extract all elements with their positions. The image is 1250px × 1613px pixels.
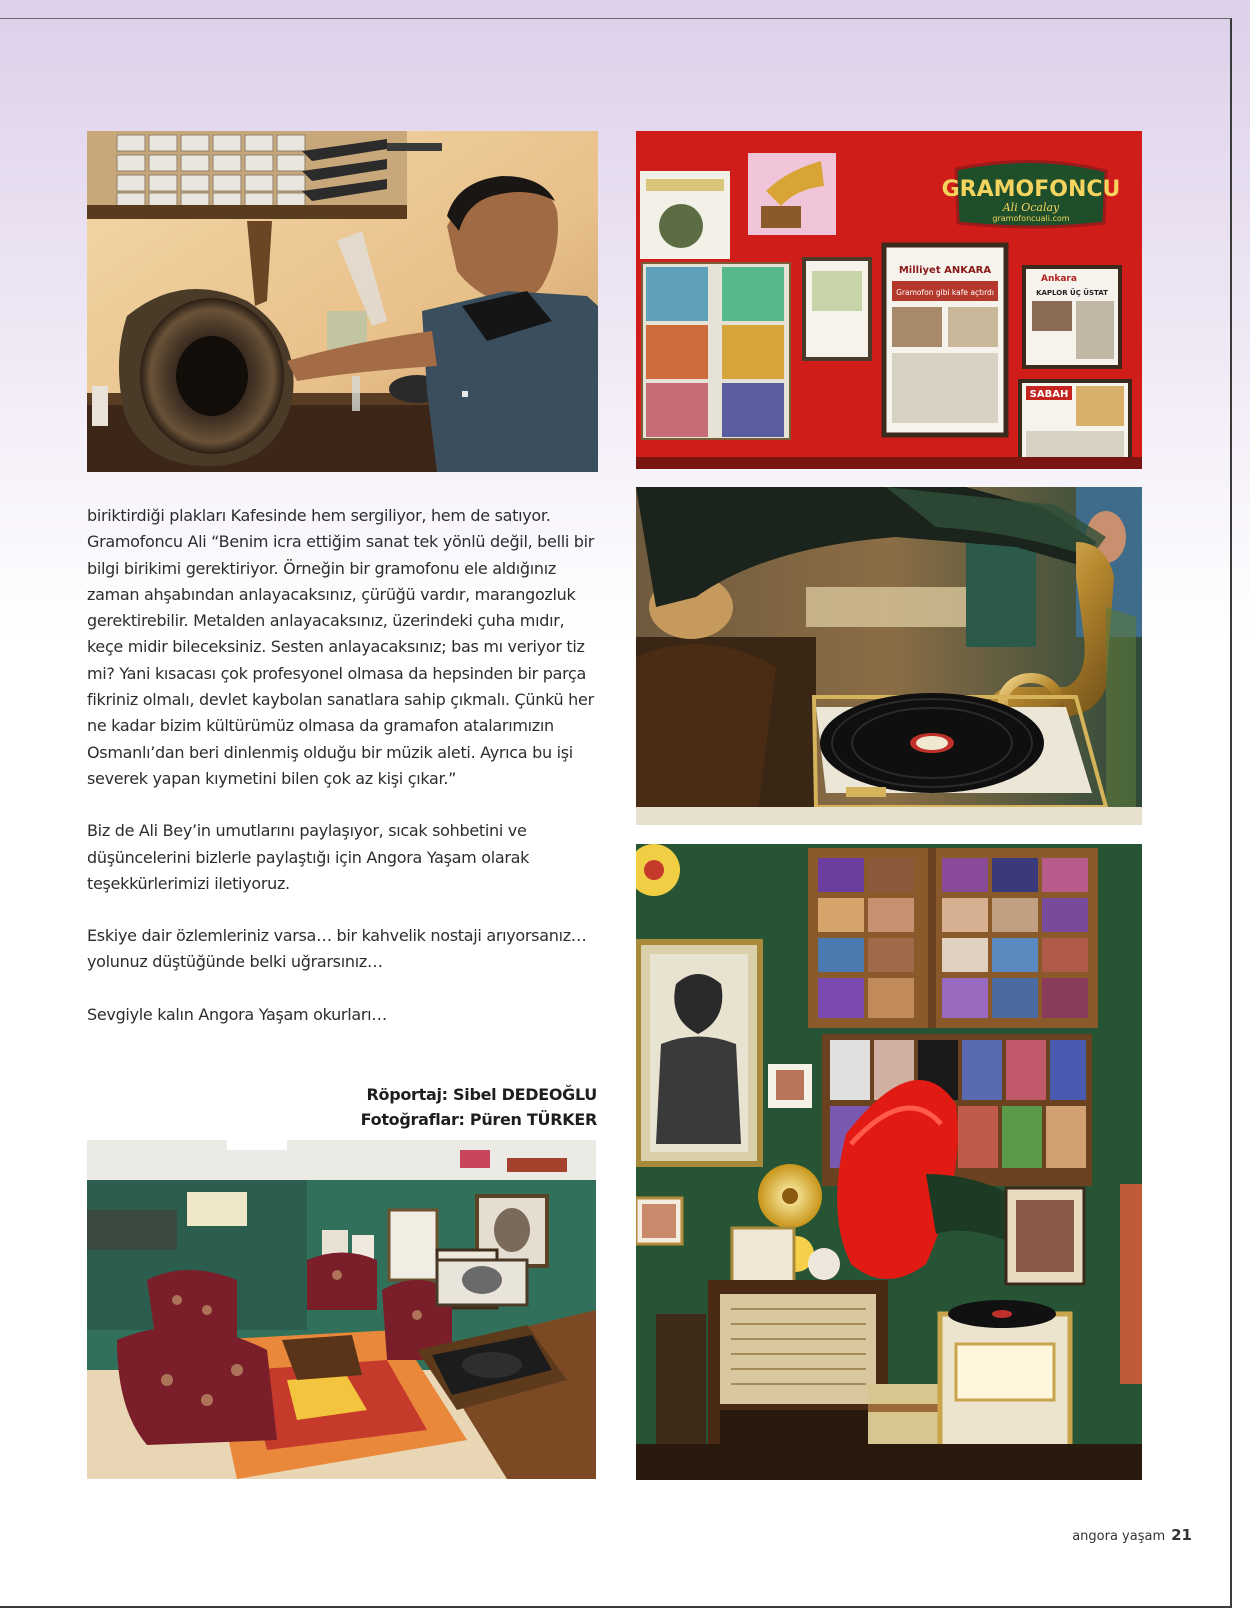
- page-footer: [1000, 1526, 1192, 1544]
- page-number: 21: [1171, 1526, 1192, 1544]
- article-credits: [300, 1082, 597, 1132]
- photo-cafe-lounge: [87, 1140, 596, 1479]
- svg-text:Gramofon gibi kafe açtırdı: Gramofon gibi kafe açtırdı: [896, 288, 994, 297]
- sabah-clipping: [1020, 381, 1130, 465]
- svg-text:Ali Ocalay: Ali Ocalay: [1002, 201, 1060, 214]
- photo-record-wall-red-gramophone: [636, 844, 1142, 1480]
- article-paragraph: Sevgiyle kalın Angora Yaşam okurları…: [87, 1004, 387, 1024]
- red-wall-image: [636, 131, 1142, 469]
- craftsman-image: [87, 131, 598, 472]
- photo-red-wall-clippings: [636, 131, 1142, 469]
- photo-credit: Fotoğraflar: Püren TÜRKER: [360, 1110, 597, 1129]
- photo-craftsman-repair: [87, 131, 598, 472]
- svg-text:Ankara: Ankara: [1041, 274, 1077, 284]
- article-body: [87, 503, 597, 1054]
- magazine-name: angora yaşam: [1072, 1529, 1166, 1544]
- article-paragraph: Biz de Ali Bey’in umutlarını paylaşıyor, sıcak sohbetini ve düşüncelerini bizlerle paylaştığı için Angora Yaşam olarak teşekkürlerimizi iletiyoruz.: [87, 821, 530, 893]
- gramofoncu-wall-sign: [942, 161, 1121, 227]
- svg-text:KAPLOR ÜÇ ÜSTAT: KAPLOR ÜÇ ÜSTAT: [1036, 289, 1108, 297]
- svg-text:GRAMOFONCU: GRAMOFONCU: [941, 177, 1121, 202]
- photo-gramophone-closeup: [636, 487, 1142, 825]
- milliyet-clipping: [884, 245, 1006, 435]
- article-paragraph: Eskiye dair özlemleriniz varsa… bir kahvelik nostaji arıyorsanız… yolunuz düştüğünde belki uğrarsınız…: [87, 926, 587, 972]
- record-wall-image: [636, 844, 1142, 1480]
- ankara-clipping: [1024, 267, 1120, 367]
- svg-text:SABAH: SABAH: [1029, 389, 1069, 400]
- interview-credit: Röportaj: Sibel DEDEOĞLU: [366, 1085, 597, 1104]
- gramophone-image: [636, 487, 1142, 825]
- article-paragraph: biriktirdiği plakları Kafesinde hem sergiliyor, hem de satıyor. Gramofoncu Ali “Benim icra ettiğim sanat tek yönlü değil, belli bir bilgi birikimi gerektiriyor. Örneğin bir gramofonu ele aldığınız zaman ahşabından anlayacaksınız, çürüğü vardır, marangozluk gerektirebilir. Metalden anlayacaksınız, üzerindeki çuha mıdır, keçe midir bileceksiniz. Sesten anlayacaksınız; bas mı veriyor tiz mi? Yani kısacası çok profesyonel olmasa da hepsinden bir parça fikriniz olmalı, devlet kaybolan sanatlara sahip çıkmalı. Çünkü her ne kadar bizim kültürümüz olmasa da gramafon atalarımızın Osmanlı’dan beri dinlenmiş olduğu bir müzik aleti. Ayrıca bu işi severek yapan kıymetini bilen çok az kişi çıkar.”: [87, 506, 595, 788]
- svg-text:Milliyet ANKARA: Milliyet ANKARA: [898, 265, 992, 276]
- svg-text:gramofoncuali.com: gramofoncuali.com: [992, 214, 1070, 223]
- lounge-image: [87, 1140, 596, 1479]
